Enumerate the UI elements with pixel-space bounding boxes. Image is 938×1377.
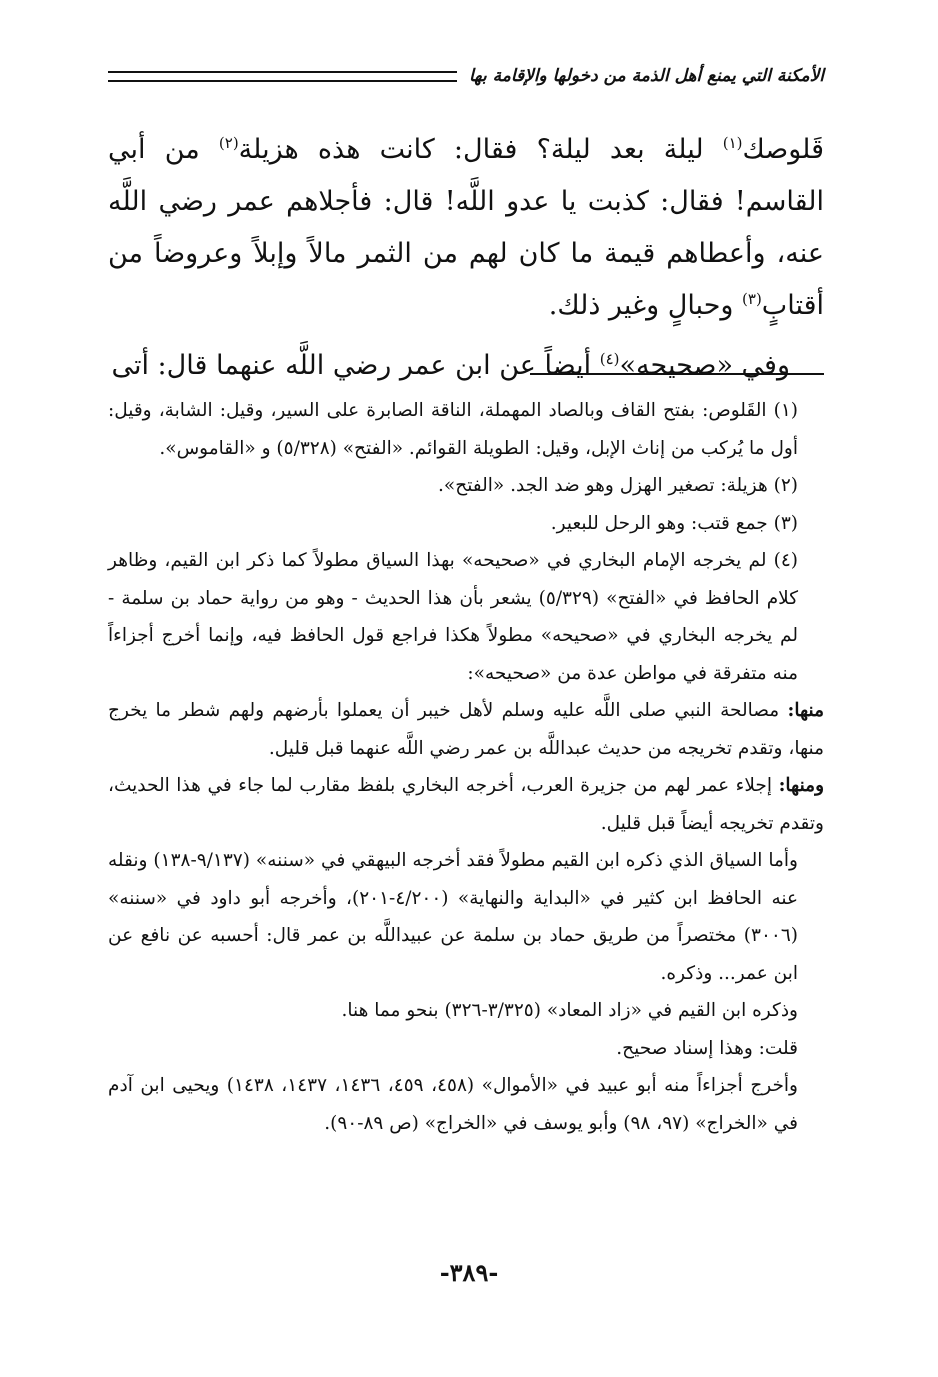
- footnote-text: إجلاء عمر لهم من جزيرة العرب، أخرجه البخاري بلفظ مقارب لما جاء في هذا الحديث، وتقدم تخريجه أيضاً قبل قليل.: [108, 775, 824, 834]
- main-text-segment: وحبالٍ وغير ذلك.: [548, 290, 743, 321]
- footnote-ref-2: (٢): [218, 134, 239, 152]
- footnote-4-continued-1: [108, 692, 824, 767]
- main-text-segment: قَلوصك: [742, 134, 825, 165]
- running-header: [108, 58, 824, 94]
- main-text-segment: أيضاً عن ابن عمر رضي اللَّه عنهما قال: أتى: [111, 350, 600, 381]
- footnote-3: (٣) جمع قتب: وهو الرحل للبعير.: [550, 512, 798, 534]
- main-text: [108, 124, 824, 392]
- footnote-ref-4: (٤): [599, 350, 620, 368]
- footnote-bold-label: ومنها:: [778, 775, 824, 796]
- footnote-ref-1: (١): [722, 134, 743, 152]
- footnote-text: مصالحة النبي صلى اللَّه عليه وسلم لأهل خيبر أن يعملوا بأرضهم ولهم شطر ما يخرج منها، وتقدم تخريجه من حديث عبداللَّه بن عمر رضي اللَّه عنهما قبل قليل.: [108, 700, 824, 759]
- main-text-segment: من أبي القاسم! فقال: كذبت يا عدو اللَّه! قال: فأجلاهم عمر رضي اللَّه عنه، وأعطاهم قيمة ما كان لهم من الثمر مالاً وإبلاً وعروضاً من أقتابٍ: [108, 134, 824, 321]
- footnote-4: (٤) لم يخرجه الإمام البخاري في «صحيحه» بهذا السياق مطولاً كما ذكر ابن القيم، وظاهر كلام الحافظ في «الفتح» (٥/٣٢٩) يشعر بأن هذا الحديث - وهو من رواية حماد بن سلمة - لم يخرجه البخاري في «صحيحه» مطولاً هكذا فراجع قول الحافظ فيه، وإنما أخرج أجزاءاً منه متفرقة في مواطن عدة من «صحيحه»:: [108, 550, 798, 684]
- footnote-1: (١) القَلوص: بفتح القاف وبالصاد المهملة، الناقة الصابرة على السير، وقيل: الشابة، وقيل: أول ما يُركب من إناث الإبل، وقيل: الطويلة القوائم. «الفتح» (٥/٣٢٨) و «القاموس».: [108, 400, 798, 459]
- main-text-segment: وفي «صحيحه»: [619, 350, 790, 381]
- footnote-4-continued-5: قلت: وهذا إسناد صحيح.: [616, 1037, 798, 1059]
- main-paragraph-2: [108, 340, 824, 392]
- footnotes: [108, 392, 824, 1142]
- main-text-segment: ليلة بعد ليلة؟ فقال: كانت هذه هزيلة: [238, 134, 723, 165]
- header-title: الأمكنة التي يمنع أهل الذمة من دخولها والإقامة بها: [468, 66, 824, 86]
- footnote-separator: [530, 373, 824, 375]
- main-paragraph-1: [108, 124, 824, 332]
- footnote-4-continued-2: [108, 767, 824, 842]
- page-number: -٣٨٩-: [439, 1258, 499, 1287]
- footnote-4-continued-4: وذكره ابن القيم في «زاد المعاد» (٣/٣٢٥-٣٢٦) بنحو مما هنا.: [341, 1000, 798, 1021]
- header-double-rule: [108, 71, 457, 82]
- footnote-4-continued-6: وأخرج أجزاءاً منه أبو عبيد في «الأموال» (٤٥٨، ٤٥٩، ١٤٣٦، ١٤٣٧، ١٤٣٨) ويحيى ابن آدم في «الخراج» (٩٧، ٩٨) وأبو يوسف في «الخراج» (ص ٨٩-٩٠).: [108, 1075, 798, 1134]
- footnote-ref-3: (٣): [742, 290, 762, 308]
- footnote-2: (٢) هزيلة: تصغير الهزل وهو ضد الجد. «الفتح».: [438, 475, 798, 496]
- footnote-4-continued-3: وأما السياق الذي ذكره ابن القيم مطولاً فقد أخرجه البيهقي في «سننه» (٩/١٣٧-١٣٨) ونقله عنه الحافظ ابن كثير في «البداية والنهاية» (٤/٢٠٠-٢٠١)، وأخرجه أبو داود في «سننه» (٣٠٠٦) مختصراً من طريق حماد بن سلمة عن عبيداللَّه بن عمر قال: أحسبه عن نافع عن ابن عمر... وذكره.: [108, 850, 798, 984]
- footnote-bold-label: منها:: [787, 700, 824, 721]
